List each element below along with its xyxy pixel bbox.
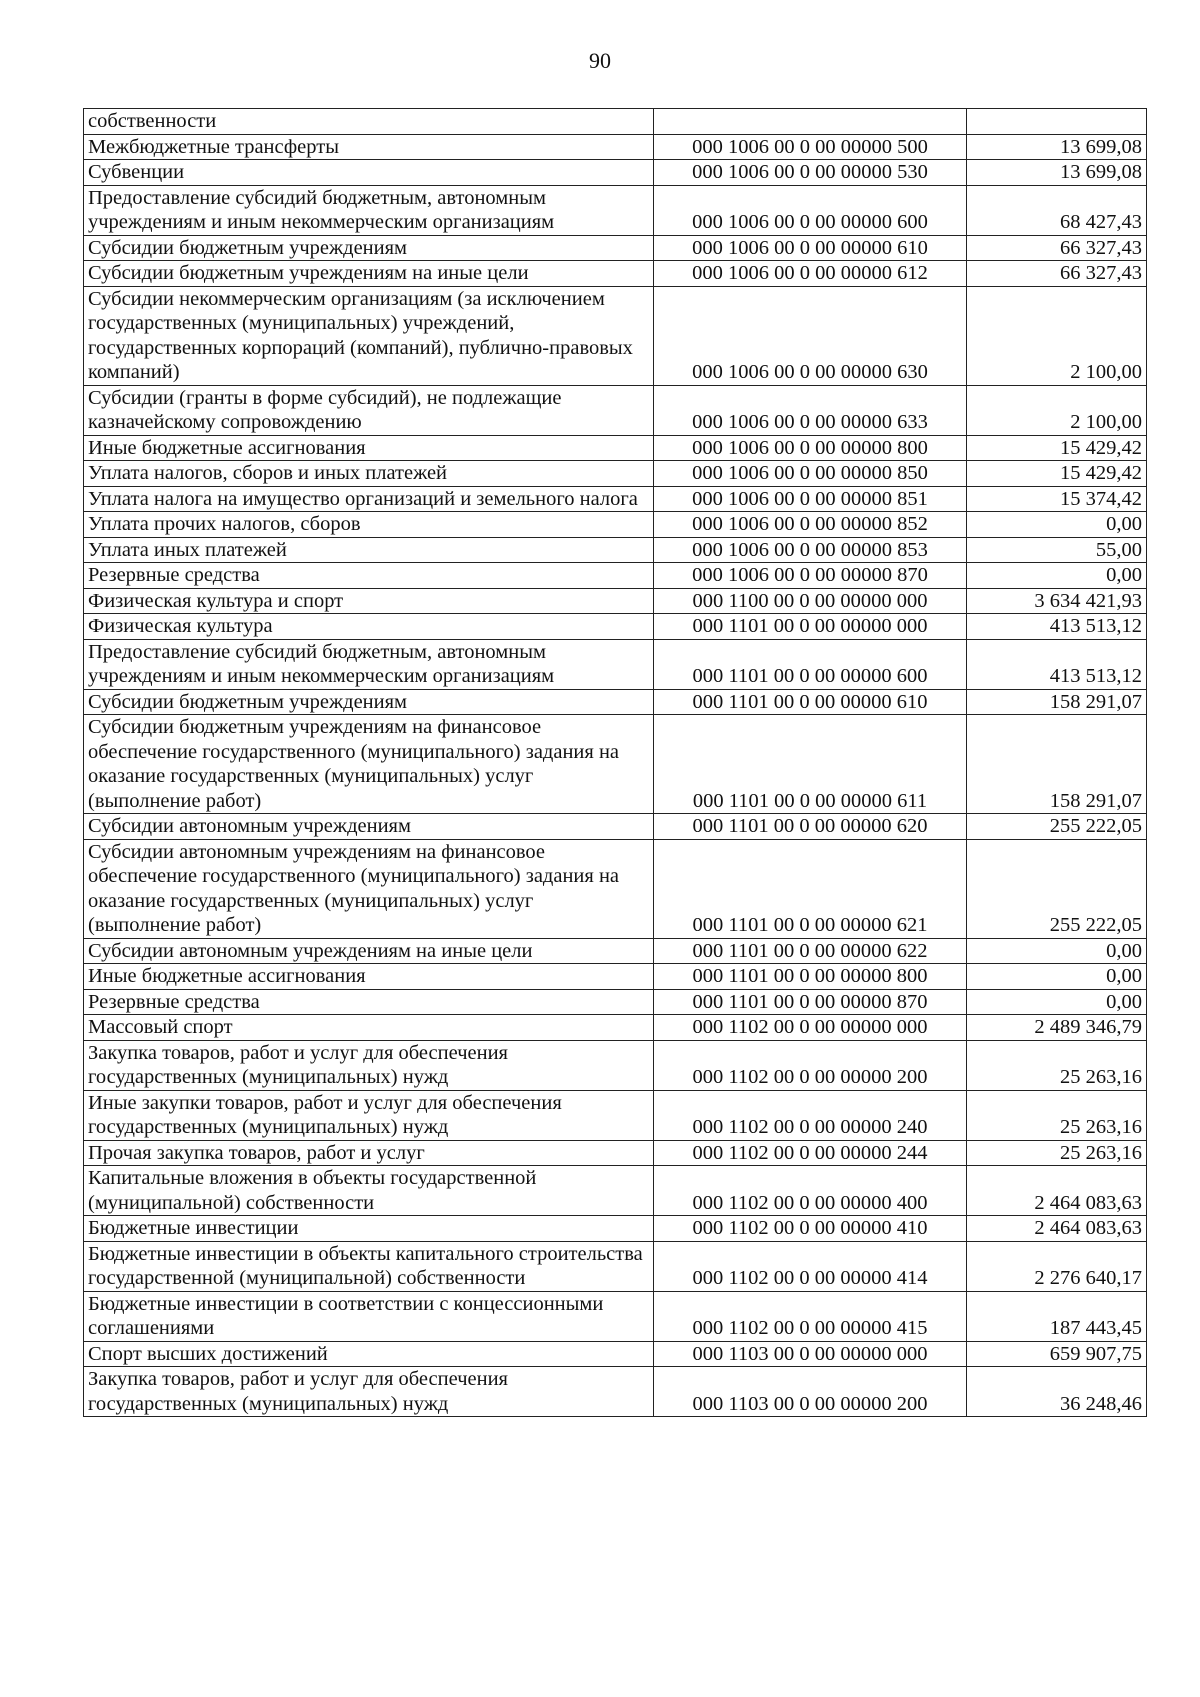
row-name-cell: Субсидии бюджетным учреждениям на иные цели xyxy=(84,261,654,287)
row-sum-cell: 0,00 xyxy=(967,563,1147,589)
row-name-cell: Субсидии некоммерческим организациям (за исключением государственных (муниципальных) учреждений, государственных корпораций (компаний), публично-правовых компаний) xyxy=(84,286,654,385)
table-row xyxy=(84,1090,1147,1140)
table-row xyxy=(84,1015,1147,1041)
row-code-cell: 000 1006 00 0 00 00000 500 xyxy=(654,134,967,160)
row-name-cell: Субсидии автономным учреждениям на финансовое обеспечение государственного (муниципального) задания на оказание государственных (муниципальных) услуг (выполнение работ) xyxy=(84,839,654,938)
row-sum-cell: 25 263,16 xyxy=(967,1140,1147,1166)
table-row xyxy=(84,109,1147,135)
row-sum-cell: 255 222,05 xyxy=(967,814,1147,840)
row-name-cell: Субсидии бюджетным учреждениям xyxy=(84,235,654,261)
table-row xyxy=(84,964,1147,990)
row-name-cell: Уплата налогов, сборов и иных платежей xyxy=(84,461,654,487)
row-code-cell: 000 1006 00 0 00 00000 630 xyxy=(654,286,967,385)
row-sum-cell: 66 327,43 xyxy=(967,235,1147,261)
row-name-cell: Уплата прочих налогов, сборов xyxy=(84,512,654,538)
table-row xyxy=(84,1140,1147,1166)
row-sum-cell: 158 291,07 xyxy=(967,689,1147,715)
table-row xyxy=(84,715,1147,814)
table-row xyxy=(84,512,1147,538)
row-name-cell: Массовый спорт xyxy=(84,1015,654,1041)
table-row xyxy=(84,639,1147,689)
row-sum-cell: 2 276 640,17 xyxy=(967,1241,1147,1291)
row-code-cell: 000 1006 00 0 00 00000 610 xyxy=(654,235,967,261)
table-row xyxy=(84,160,1147,186)
row-code-cell: 000 1102 00 0 00 00000 414 xyxy=(654,1241,967,1291)
row-sum-cell: 255 222,05 xyxy=(967,839,1147,938)
row-sum-cell: 15 429,42 xyxy=(967,435,1147,461)
row-code-cell: 000 1101 00 0 00 00000 000 xyxy=(654,614,967,640)
row-name-cell: Уплата налога на имущество организаций и земельного налога xyxy=(84,486,654,512)
table-row xyxy=(84,839,1147,938)
table-row xyxy=(84,989,1147,1015)
row-name-cell: Субсидии бюджетным учреждениям на финансовое обеспечение государственного (муниципального) задания на оказание государственных (муниципальных) услуг (выполнение работ) xyxy=(84,715,654,814)
row-code-cell: 000 1103 00 0 00 00000 000 xyxy=(654,1341,967,1367)
table-row xyxy=(84,1341,1147,1367)
table-row xyxy=(84,537,1147,563)
row-name-cell: Закупка товаров, работ и услуг для обеспечения государственных (муниципальных) нужд xyxy=(84,1040,654,1090)
row-code-cell: 000 1006 00 0 00 00000 851 xyxy=(654,486,967,512)
row-sum-cell: 68 427,43 xyxy=(967,185,1147,235)
row-name-cell: Бюджетные инвестиции в соответствии с концессионными соглашениями xyxy=(84,1291,654,1341)
row-code-cell: 000 1101 00 0 00 00000 800 xyxy=(654,964,967,990)
row-sum-cell: 55,00 xyxy=(967,537,1147,563)
row-code-cell: 000 1101 00 0 00 00000 610 xyxy=(654,689,967,715)
row-code-cell: 000 1101 00 0 00 00000 621 xyxy=(654,839,967,938)
row-code-cell: 000 1006 00 0 00 00000 852 xyxy=(654,512,967,538)
row-code-cell: 000 1006 00 0 00 00000 530 xyxy=(654,160,967,186)
row-sum-cell: 36 248,46 xyxy=(967,1367,1147,1417)
row-sum-cell: 0,00 xyxy=(967,989,1147,1015)
table-body xyxy=(84,109,1147,1417)
row-sum-cell: 15 429,42 xyxy=(967,461,1147,487)
row-sum-cell xyxy=(967,109,1147,135)
row-name-cell: Физическая культура и спорт xyxy=(84,588,654,614)
table-row xyxy=(84,1291,1147,1341)
table-row xyxy=(84,261,1147,287)
row-name-cell: Резервные средства xyxy=(84,563,654,589)
row-name-cell: Предоставление субсидий бюджетным, автономным учреждениям и иным некоммерческим организациям xyxy=(84,185,654,235)
table-row xyxy=(84,1040,1147,1090)
table-row xyxy=(84,814,1147,840)
table-row xyxy=(84,588,1147,614)
row-sum-cell: 2 464 083,63 xyxy=(967,1166,1147,1216)
table-row xyxy=(84,614,1147,640)
row-name-cell: Бюджетные инвестиции xyxy=(84,1216,654,1242)
row-sum-cell: 187 443,45 xyxy=(967,1291,1147,1341)
row-name-cell: Резервные средства xyxy=(84,989,654,1015)
row-name-cell: собственности xyxy=(84,109,654,135)
row-name-cell: Спорт высших достижений xyxy=(84,1341,654,1367)
row-code-cell: 000 1102 00 0 00 00000 410 xyxy=(654,1216,967,1242)
row-name-cell: Иные закупки товаров, работ и услуг для обеспечения государственных (муниципальных) нужд xyxy=(84,1090,654,1140)
budget-table xyxy=(83,108,1147,1417)
row-code-cell: 000 1103 00 0 00 00000 200 xyxy=(654,1367,967,1417)
table-row xyxy=(84,286,1147,385)
table-row xyxy=(84,1166,1147,1216)
row-name-cell: Предоставление субсидий бюджетным, автономным учреждениям и иным некоммерческим организациям xyxy=(84,639,654,689)
row-name-cell: Капитальные вложения в объекты государственной (муниципальной) собственности xyxy=(84,1166,654,1216)
row-sum-cell: 25 263,16 xyxy=(967,1040,1147,1090)
row-code-cell: 000 1006 00 0 00 00000 853 xyxy=(654,537,967,563)
row-name-cell: Субсидии автономным учреждениям на иные цели xyxy=(84,938,654,964)
row-sum-cell: 158 291,07 xyxy=(967,715,1147,814)
row-code-cell: 000 1101 00 0 00 00000 611 xyxy=(654,715,967,814)
table-row xyxy=(84,1367,1147,1417)
row-code-cell: 000 1006 00 0 00 00000 600 xyxy=(654,185,967,235)
table-row xyxy=(84,1216,1147,1242)
row-code-cell: 000 1101 00 0 00 00000 600 xyxy=(654,639,967,689)
row-code-cell xyxy=(654,109,967,135)
table-row xyxy=(84,134,1147,160)
row-sum-cell: 0,00 xyxy=(967,512,1147,538)
row-name-cell: Субсидии (гранты в форме субсидий), не подлежащие казначейскому сопровождению xyxy=(84,385,654,435)
row-sum-cell: 2 489 346,79 xyxy=(967,1015,1147,1041)
row-name-cell: Прочая закупка товаров, работ и услуг xyxy=(84,1140,654,1166)
table-row xyxy=(84,1241,1147,1291)
row-sum-cell: 0,00 xyxy=(967,964,1147,990)
row-sum-cell: 13 699,08 xyxy=(967,160,1147,186)
row-sum-cell: 13 699,08 xyxy=(967,134,1147,160)
row-code-cell: 000 1102 00 0 00 00000 200 xyxy=(654,1040,967,1090)
row-code-cell: 000 1006 00 0 00 00000 800 xyxy=(654,435,967,461)
row-code-cell: 000 1006 00 0 00 00000 870 xyxy=(654,563,967,589)
row-code-cell: 000 1102 00 0 00 00000 415 xyxy=(654,1291,967,1341)
row-name-cell: Закупка товаров, работ и услуг для обеспечения государственных (муниципальных) нужд xyxy=(84,1367,654,1417)
row-sum-cell: 15 374,42 xyxy=(967,486,1147,512)
row-code-cell: 000 1006 00 0 00 00000 850 xyxy=(654,461,967,487)
row-sum-cell: 659 907,75 xyxy=(967,1341,1147,1367)
row-code-cell: 000 1102 00 0 00 00000 000 xyxy=(654,1015,967,1041)
table-row xyxy=(84,461,1147,487)
row-code-cell: 000 1006 00 0 00 00000 633 xyxy=(654,385,967,435)
row-name-cell: Физическая культура xyxy=(84,614,654,640)
row-sum-cell: 3 634 421,93 xyxy=(967,588,1147,614)
table-row xyxy=(84,185,1147,235)
row-name-cell: Уплата иных платежей xyxy=(84,537,654,563)
row-code-cell: 000 1006 00 0 00 00000 612 xyxy=(654,261,967,287)
row-name-cell: Субсидии бюджетным учреждениям xyxy=(84,689,654,715)
row-code-cell: 000 1101 00 0 00 00000 620 xyxy=(654,814,967,840)
row-sum-cell: 2 464 083,63 xyxy=(967,1216,1147,1242)
table-row xyxy=(84,563,1147,589)
row-sum-cell: 0,00 xyxy=(967,938,1147,964)
row-code-cell: 000 1102 00 0 00 00000 400 xyxy=(654,1166,967,1216)
page-number: 90 xyxy=(589,48,611,73)
row-code-cell: 000 1102 00 0 00 00000 240 xyxy=(654,1090,967,1140)
row-name-cell: Бюджетные инвестиции в объекты капитального строительства государственной (муниципальной) собственности xyxy=(84,1241,654,1291)
row-sum-cell: 413 513,12 xyxy=(967,614,1147,640)
table-row xyxy=(84,938,1147,964)
row-sum-cell: 2 100,00 xyxy=(967,385,1147,435)
row-name-cell: Иные бюджетные ассигнования xyxy=(84,964,654,990)
row-name-cell: Субвенции xyxy=(84,160,654,186)
row-code-cell: 000 1102 00 0 00 00000 244 xyxy=(654,1140,967,1166)
row-sum-cell: 413 513,12 xyxy=(967,639,1147,689)
row-sum-cell: 2 100,00 xyxy=(967,286,1147,385)
row-code-cell: 000 1101 00 0 00 00000 622 xyxy=(654,938,967,964)
row-code-cell: 000 1101 00 0 00 00000 870 xyxy=(654,989,967,1015)
table-row xyxy=(84,385,1147,435)
table-row xyxy=(84,689,1147,715)
row-code-cell: 000 1100 00 0 00 00000 000 xyxy=(654,588,967,614)
table-row xyxy=(84,435,1147,461)
row-name-cell: Субсидии автономным учреждениям xyxy=(84,814,654,840)
row-name-cell: Межбюджетные трансферты xyxy=(84,134,654,160)
table-row xyxy=(84,486,1147,512)
row-sum-cell: 66 327,43 xyxy=(967,261,1147,287)
table-row xyxy=(84,235,1147,261)
row-name-cell: Иные бюджетные ассигнования xyxy=(84,435,654,461)
row-sum-cell: 25 263,16 xyxy=(967,1090,1147,1140)
